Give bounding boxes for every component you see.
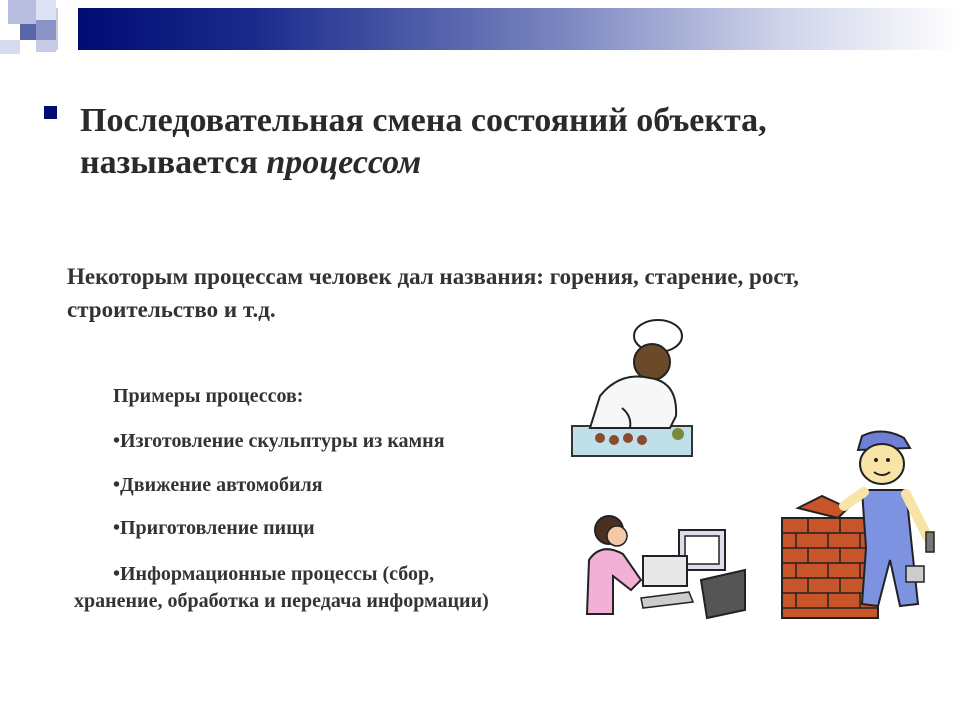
chef-illustration xyxy=(570,316,695,458)
example-item: •Изготовление скульптуры из камня xyxy=(113,430,445,452)
title-line-2-plain: называется xyxy=(80,144,267,181)
title-line-1: Последовательная смена состояний объекта, xyxy=(80,102,767,139)
example-item-continuation: хранение, обработка и передача информации) xyxy=(74,590,489,612)
examples-title: Примеры процессов: xyxy=(113,385,304,407)
slide-title xyxy=(80,100,940,184)
example-item: •Движение автомобиля xyxy=(113,474,323,496)
paragraph-line-2: строительство и т.д. xyxy=(67,297,276,322)
bullet-square-icon xyxy=(44,106,57,119)
header-gradient-bar xyxy=(76,8,960,50)
bricklayer-illustration xyxy=(778,428,946,622)
paragraph-line-1: Некоторым процессам человек дал названия: горения, старение, рост, xyxy=(67,264,799,289)
title-line-2 xyxy=(80,142,940,184)
example-item: •Информационные процессы (сбор, xyxy=(113,563,435,585)
example-item: •Приготовление пищи xyxy=(113,517,315,539)
title-emphasis: процессом xyxy=(266,144,422,181)
intro-paragraph xyxy=(67,260,927,326)
computer-user-illustration xyxy=(583,510,748,620)
